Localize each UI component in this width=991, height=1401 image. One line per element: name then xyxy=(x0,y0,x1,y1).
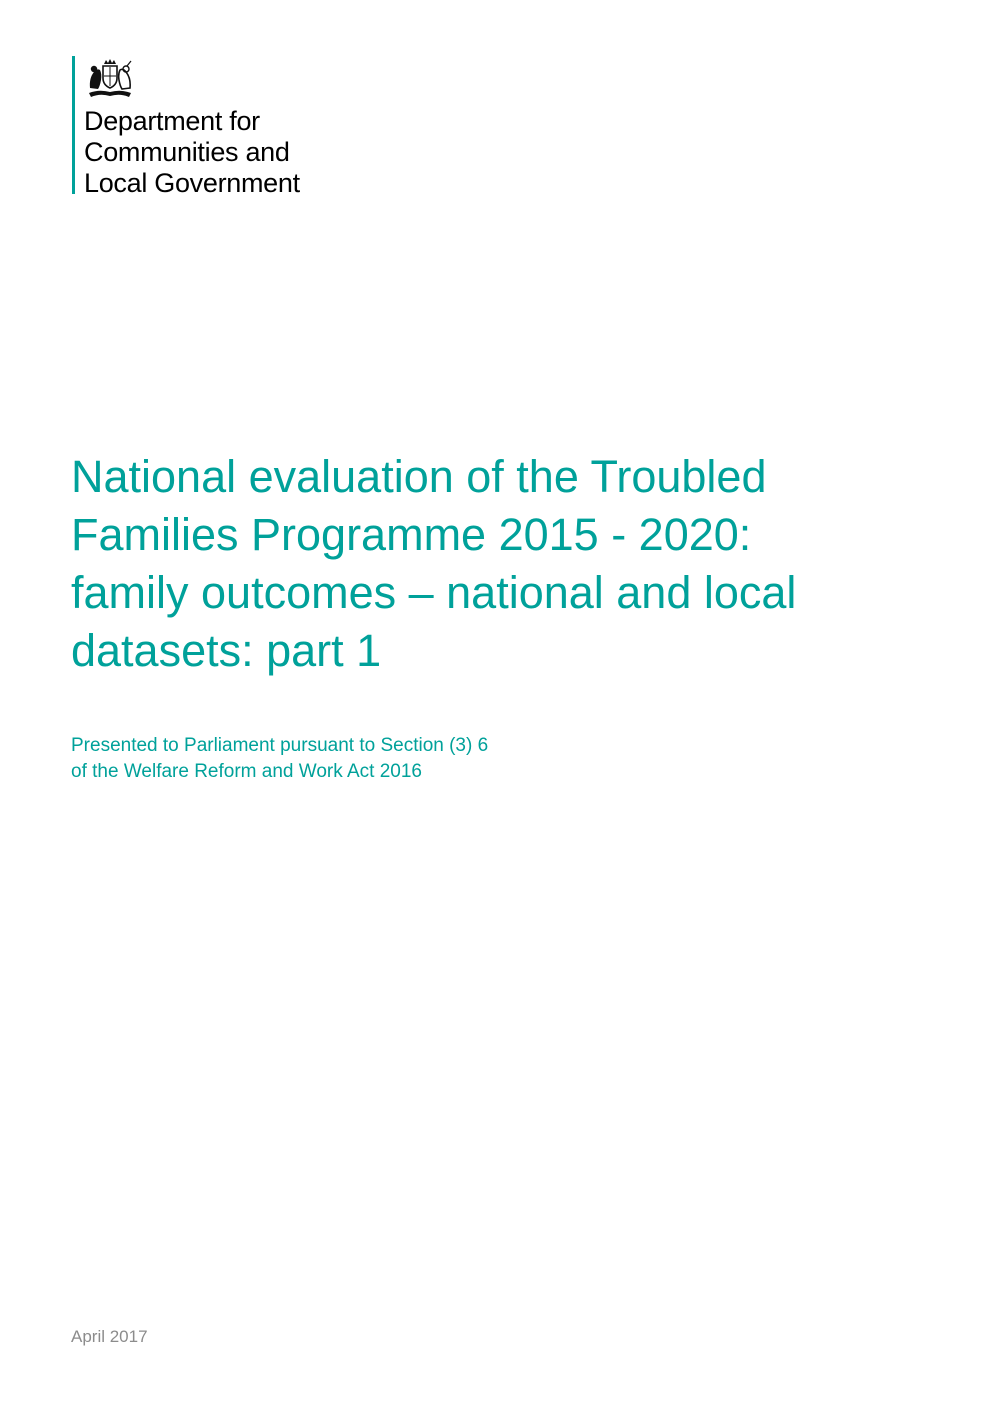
publication-date: April 2017 xyxy=(71,1327,148,1346)
department-name-line: Local Government xyxy=(84,168,300,198)
department-name xyxy=(84,106,300,199)
royal-coat-of-arms-icon xyxy=(84,58,136,100)
logo-accent-rule xyxy=(72,56,75,194)
department-logo xyxy=(72,56,392,196)
document-title-line: datasets: part 1 xyxy=(71,625,382,676)
document-title-line: National evaluation of the Troubled xyxy=(71,451,767,502)
document-subtitle-line: of the Welfare Reform and Work Act 2016 xyxy=(71,761,422,782)
document-title-line: family outcomes – national and local xyxy=(71,567,797,618)
department-name-line: Communities and xyxy=(84,137,290,167)
document-title-line: Families Programme 2015 - 2020: xyxy=(71,509,752,560)
department-name-line: Department for xyxy=(84,106,260,136)
document-subtitle-line: Presented to Parliament pursuant to Section (3) 6 xyxy=(71,735,489,756)
document-subtitle xyxy=(71,733,488,785)
document-title xyxy=(71,448,951,680)
